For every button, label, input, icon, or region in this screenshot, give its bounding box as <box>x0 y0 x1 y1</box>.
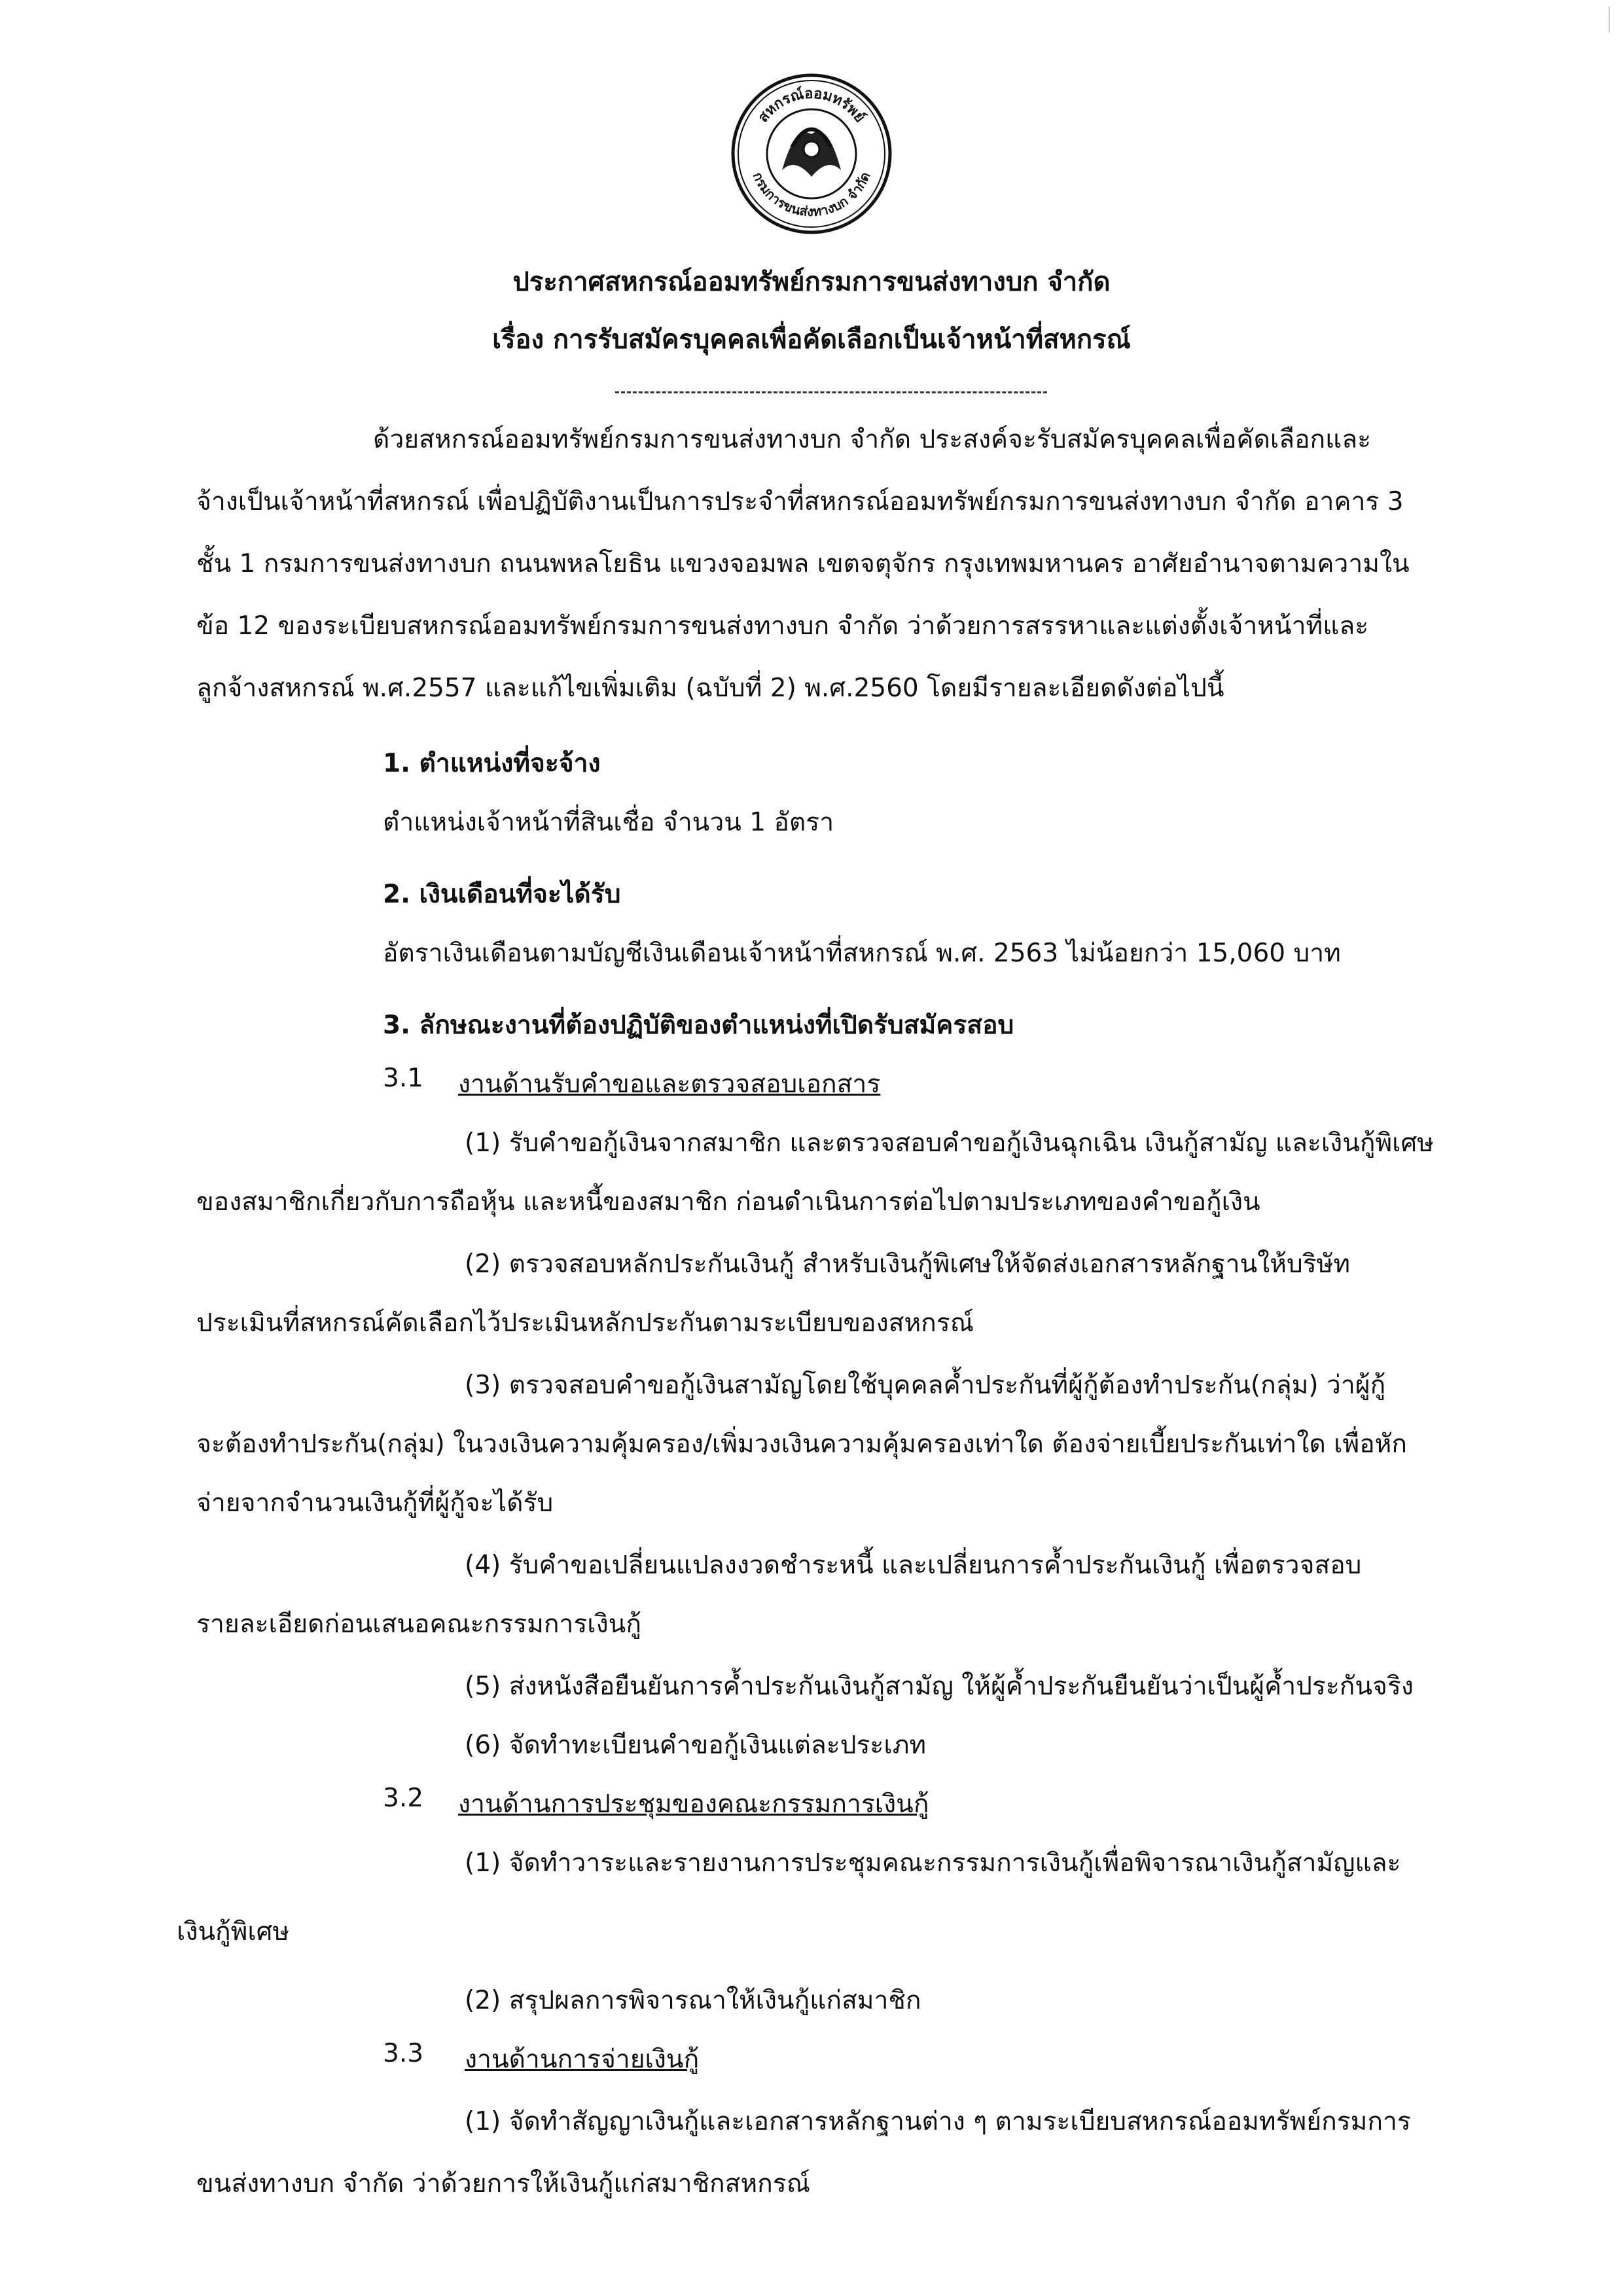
svg-text:กรมการขนส่งทางบก จำกัด <box>750 170 874 219</box>
subsection-3-2-title: งานด้านการประชุมของคณะกรรมการเงินกู้ <box>458 1789 929 1819</box>
item-3-1-3-line-1: (3) ตรวจสอบคำขอกู้เงินสามัญโดยใช้บุคคลค้ำประกันที่ผู้กู้ต้องทำประกัน(กลุ่ม) ว่าผู้กู้ <box>465 1371 1386 1400</box>
item-3-2-1-line-2: เงินกู้พิเศษ <box>177 1917 290 1946</box>
section-2-heading: 2. เงินเดือนที่จะได้รับ <box>383 880 621 909</box>
section-3-heading: 3. ลักษณะงานที่ต้องปฏิบัติของตำแหน่งที่เปิดรับสมัครสอบ <box>383 1011 1014 1040</box>
item-3-3-1-line-1: (1) จัดทำสัญญาเงินกู้และเอกสารหลักฐานต่าง ๆ ตามระเบียบสหกรณ์ออมทรัพย์กรมการ <box>465 2107 1411 2136</box>
item-3-1-2-line-2: ประเมินที่สหกรณ์คัดเลือกไว้ประเมินหลักประกันตามระเบียบของสหกรณ์ <box>196 1308 974 1338</box>
subsection-3-1-title: งานด้านรับคำขอและตรวจสอบเอกสาร <box>458 1069 881 1099</box>
item-3-1-1-line-1: (1) รับคำขอกู้เงินจากสมาชิก และตรวจสอบคำขอกู้เงินฉุกเฉิน เงินกู้สามัญ และเงินกู้พิเศษ <box>465 1128 1434 1158</box>
section-1-heading: 1. ตำแหน่งที่จะจ้าง <box>383 749 601 778</box>
seal-top-text: สหกรณ์ออมทรัพย์ <box>755 85 868 126</box>
item-3-1-6: (6) จัดทำทะเบียนคำขอกู้เงินแต่ละประเภท <box>465 1731 927 1760</box>
item-3-1-1-line-2: ของสมาชิกเกี่ยวกับการถือหุ้น และหนี้ของสมาชิก ก่อนดำเนินการต่อไปตามประเภทของคำขอกู้เงิน <box>196 1187 1260 1217</box>
item-3-2-2: (2) สรุปผลการพิจารณาให้เงินกู้แก่สมาชิก <box>465 1986 921 2015</box>
subsection-3-1-number: 3.1 <box>383 1064 424 1093</box>
item-3-1-4-line-2: รายละเอียดก่อนเสนอคณะกรรมการเงินกู้ <box>196 1609 641 1639</box>
intro-line-1: ด้วยสหกรณ์ออมทรัพย์กรมการขนส่งทางบก จำกัด ประสงค์จะรับสมัครบุคคลเพื่อคัดเลือกและ <box>373 425 1372 454</box>
cooperative-seal-logo <box>730 72 893 236</box>
item-3-2-1-line-1: (1) จัดทำวาระและรายงานการประชุมคณะกรรมการเงินกู้เพื่อพิจารณาเงินกู้สามัญและ <box>465 1848 1401 1878</box>
subsection-3-2-number: 3.2 <box>383 1784 424 1813</box>
subsection-3-3-title: งานด้านการจ่ายเงินกู้ <box>465 2045 700 2074</box>
intro-line-2: จ้างเป็นเจ้าหน้าที่สหกรณ์ เพื่อปฏิบัติงานเป็นการประจำที่สหกรณ์ออมทรัพย์กรมการขนส่งทางบก จำกัด อาคาร 3 <box>196 487 1404 516</box>
item-3-1-3-line-2: จะต้องทำประกัน(กลุ่ม) ในวงเงินความคุ้มครอง/เพิ่มวงเงินความคุ้มครองเท่าใด ต้องจ่ายเบี้ยประกันเท่าใด เพื่อหัก <box>196 1429 1407 1459</box>
item-3-1-2-line-1: (2) ตรวจสอบหลักประกันเงินกู้ สำหรับเงินกู้พิเศษให้จัดส่งเอกสารหลักฐานให้บริษัท <box>465 1249 1351 1279</box>
item-3-1-3-line-3: จ่ายจากจำนวนเงินกู้ที่ผู้กู้จะได้รับ <box>196 1488 554 1518</box>
item-3-1-4-line-1: (4) รับคำขอเปลี่ยนแปลงงวดชำระหนี้ และเปลี่ยนการค้ำประกันเงินกู้ เพื่อตรวจสอบ <box>465 1551 1362 1580</box>
intro-line-5: ลูกจ้างสหกรณ์ พ.ศ.2557 และแก้ไขเพิ่มเติม (ฉบับที่ 2) พ.ศ.2560 โดยมีรายละเอียดดังต่อไปนี้ <box>196 673 1224 703</box>
announcement-title: ประกาศสหกรณ์ออมทรัพย์กรมการขนส่งทางบก จำกัด <box>512 267 1111 297</box>
intro-line-4: ข้อ 12 ของระเบียบสหกรณ์ออมทรัพย์กรมการขนส่งทางบก จำกัด ว่าด้วยการสรรหาและแต่งตั้งเจ้าหน้าที่และ <box>196 611 1369 641</box>
item-3-3-1-line-2: ขนส่งทางบก จำกัด ว่าด้วยการให้เงินกู้แก่สมาชิกสหกรณ์ <box>196 2169 810 2198</box>
intro-line-3: ชั้น 1 กรมการขนส่งทางบก ถนนพหลโยธิน แขวงจอมพล เขตจตุจักร กรุงเทพมหานคร อาศัยอำนาจตามความใน <box>196 549 1410 579</box>
title-divider <box>615 391 1047 393</box>
section-1-text: ตำแหน่งเจ้าหน้าที่สินเชื่อ จำนวน 1 อัตรา <box>383 808 834 837</box>
item-3-1-5: (5) ส่งหนังสือยืนยันการค้ำประกันเงินกู้สามัญ ให้ผู้ค้ำประกันยืนยันว่าเป็นผู้ค้ำประกันจริง <box>465 1672 1414 1701</box>
subsection-3-3-number: 3.3 <box>383 2039 424 2068</box>
scan-edge-mark <box>1609 7 1610 33</box>
section-2-text: อัตราเงินเดือนตามบัญชีเงินเดือนเจ้าหน้าที่สหกรณ์ พ.ศ. 2563 ไม่น้อยกว่า 15,060 บาท <box>383 939 1341 968</box>
announcement-subject: เรื่อง การรับสมัครบุคคลเพื่อคัดเลือกเป็นเจ้าหน้าที่สหกรณ์ <box>492 325 1131 355</box>
seal-bottom-text: กรมการขนส่งทางบก จำกัด <box>749 170 874 220</box>
